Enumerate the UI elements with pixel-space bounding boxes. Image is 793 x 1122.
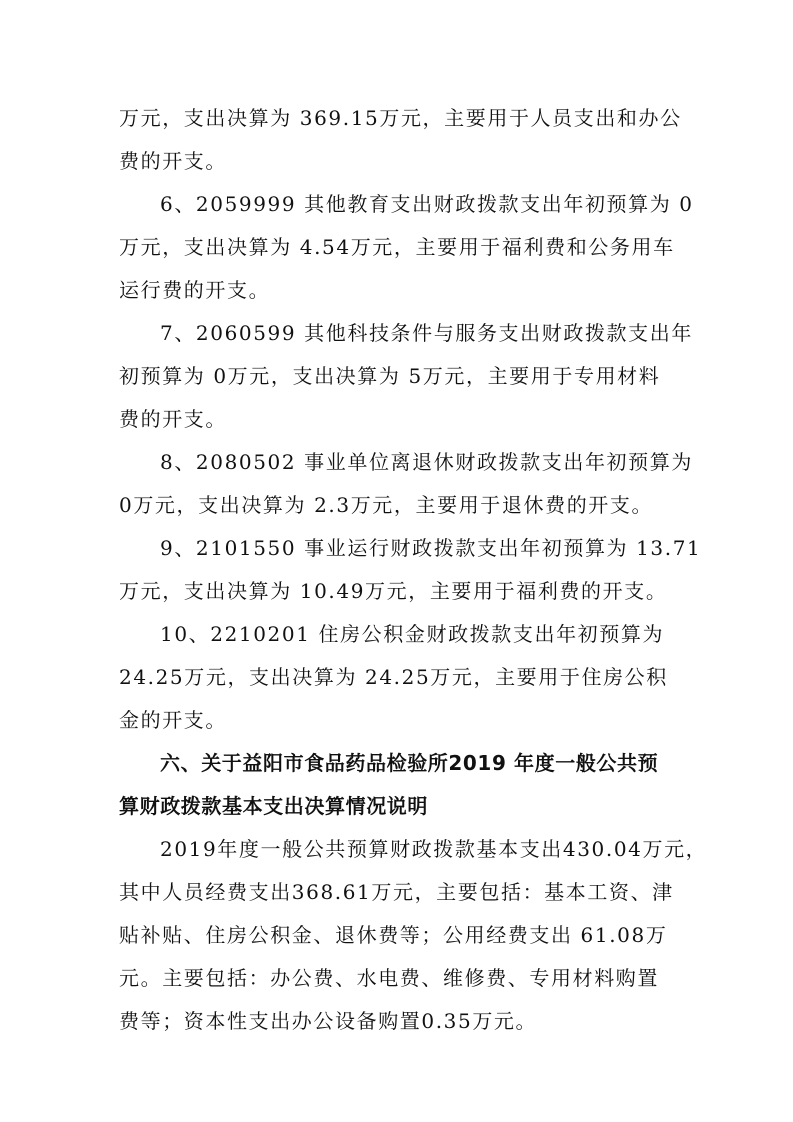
text-line: 8、2080502 事业单位离退休财政拨款支出年初预算为 (160, 450, 693, 474)
text-line: 10、2210201 住房公积金财政拨款支出年初预算为 (160, 622, 665, 646)
text-line: 费的开支。 (119, 407, 227, 431)
text-line: 7、2060599 其他科技条件与服务支出财政拨款支出年 (160, 321, 693, 345)
text-line: 费等；资本性支出办公设备购置0.35万元。 (119, 1009, 538, 1033)
text-line: 费的开支。 (119, 149, 227, 173)
text-line: 2019年度一般公共预算财政拨款基本支出430.04万元， (160, 837, 708, 861)
text-line: 万元，支出决算为 4.54万元，主要用于福利费和公务用车 (119, 235, 675, 259)
text-line: 万元，支出决算为 10.49万元，主要用于福利费的开支。 (119, 579, 668, 603)
text-line: 24.25万元，支出决算为 24.25万元，主要用于住房公积 (119, 665, 668, 689)
text-line: 金的开支。 (119, 708, 227, 732)
text-line: 贴补贴、住房公积金、退休费等；公用经费支出 61.08万 (119, 923, 668, 947)
text-line: 运行费的开支。 (119, 278, 271, 302)
text-line: 万元，支出决算为 369.15万元，主要用于人员支出和办公 (119, 106, 682, 130)
text-line: 元。主要包括：办公费、水电费、维修费、专用材料购置 (119, 966, 659, 990)
text-line: 0万元，支出决算为 2.3万元，主要用于退休费的开支。 (119, 493, 654, 517)
section-heading: 算财政拨款基本支出决算情况说明 (119, 794, 428, 818)
text-line: 9、2101550 事业运行财政拨款支出年初预算为 13.71 (160, 536, 702, 560)
text-line: 6、2059999 其他教育支出财政拨款支出年初预算为 0 (160, 192, 694, 216)
section-heading: 六、关于益阳市食品药品检验所2019 年度一般公共预 (160, 751, 659, 775)
text-line: 初预算为 0万元，支出决算为 5万元，主要用于专用材料 (119, 364, 661, 388)
text-line: 其中人员经费支出368.61万元，主要包括：基本工资、津 (119, 880, 674, 904)
